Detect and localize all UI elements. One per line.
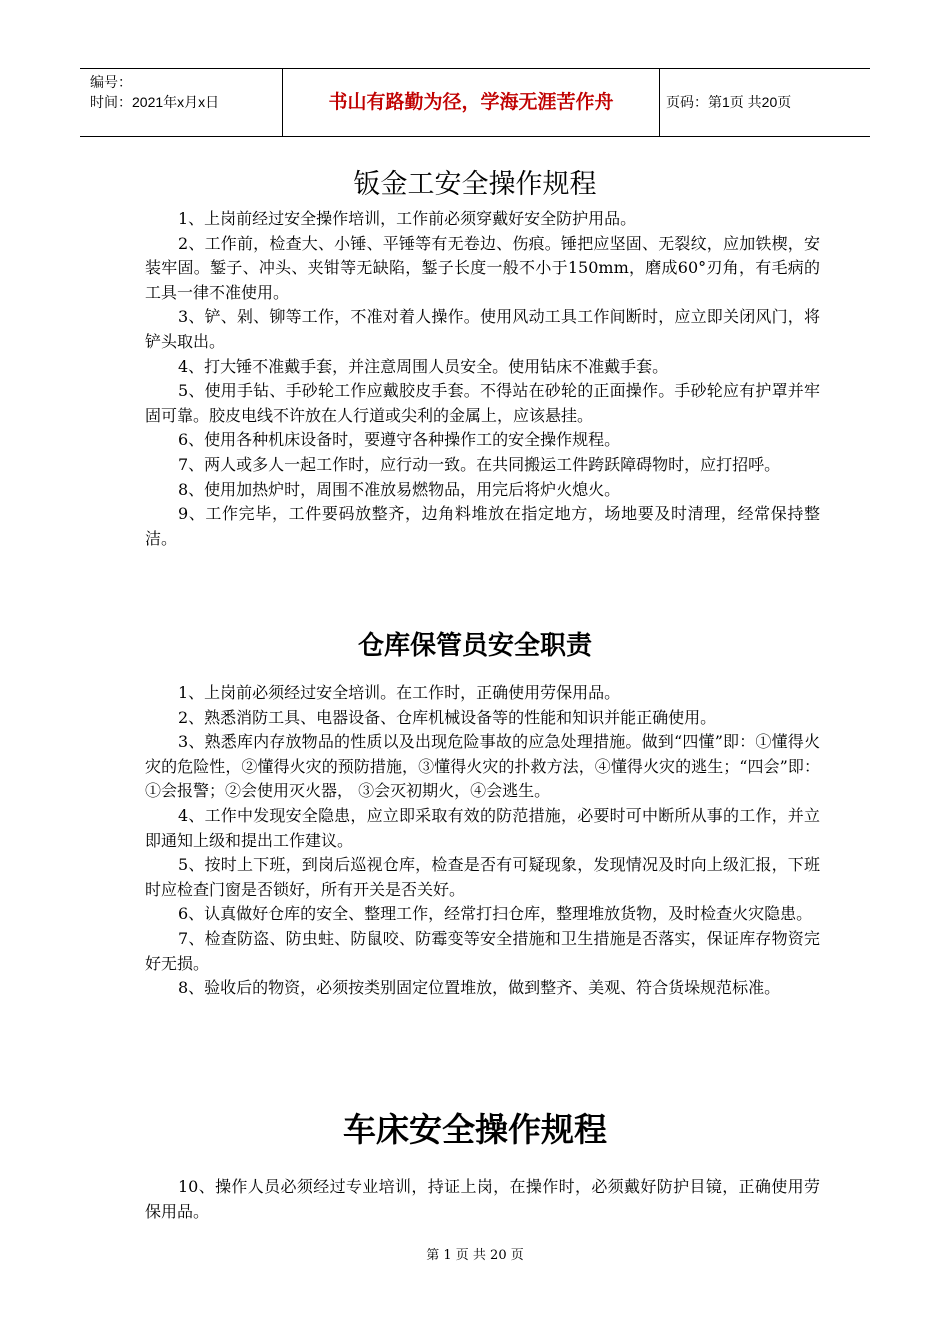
paragraph: 3、铲、剁、铆等工作，不准对着人操作。使用风动工具工作间断时，应立即关闭风门，将铲头取出。 <box>145 307 820 351</box>
paragraph: 4、打大锤不准戴手套，并注意周围人员安全。使用钻床不准戴手套。 <box>178 356 669 376</box>
paragraph: 7、检查防盗、防虫蛀、防鼠咬、防霉变等安全措施和卫生措施是否落实，保证库存物资完好无损。 <box>145 928 820 973</box>
section-body-warehouse <box>145 681 820 1001</box>
header-page-info: 页码：第1页 共20页 <box>666 94 792 110</box>
paragraph: 6、认真做好仓库的安全、整理工作，经常打扫仓库，整理堆放货物，及时检查火灾隐患。 <box>178 904 813 924</box>
page-footer: 第 1 页 共 20 页 <box>426 1248 524 1263</box>
paragraph: 5、使用手钻、手砂轮工作应戴胶皮手套。不得站在砂轮的正面操作。手砂轮应有护罩并牢固可靠。胶皮电线不许放在人行道或尖利的金属上，应该悬挂。 <box>145 381 820 425</box>
paragraph: 1、上岗前必须经过安全培训。在工作时，正确使用劳保用品。 <box>178 683 621 702</box>
document-header <box>80 68 870 137</box>
document-time-label: 时间：2021年x月x日 <box>90 94 220 110</box>
document-number-label: 编号： <box>90 74 132 90</box>
section-body-sheet-metal <box>145 207 820 551</box>
section-title-warehouse: 仓库保管员安全职责 <box>357 631 592 661</box>
section-title-lathe: 车床安全操作规程 <box>343 1110 607 1149</box>
paragraph: 3、熟悉库内存放物品的性质以及出现危险事故的应急处理措施。做到“四懂”即：①懂得火灾的危险性，②懂得火灾的预防措施，③懂得火灾的扑救方法，④懂得火灾的逃生；“四会”即：①会报警；②会使用灭火器， ③会灭初期火，④会逃生。 <box>145 732 820 801</box>
paragraph: 7、两人或多人一起工作时，应行动一致。在共同搬运工件跨跃障碍物时，应打招呼。 <box>178 454 781 474</box>
paragraph: 2、熟悉消防工具、电器设备、仓库机械设备等的性能和知识并能正确使用。 <box>178 707 717 727</box>
paragraph: 1、上岗前经过安全操作培训，工作前必须穿戴好安全防护用品。 <box>178 209 637 228</box>
header-motto: 书山有路勤为径，学海无涯苦作舟 <box>283 69 660 136</box>
paragraph: 4、工作中发现安全隐患，应立即采取有效的防范措施，必要时可中断所从事的工作，并立即通知上级和提出工作建议。 <box>145 805 820 850</box>
paragraph: 10、操作人员必须经过专业培训，持证上岗，在操作时，必须戴好防护目镜，正确使用劳保用品。 <box>145 1177 820 1221</box>
paragraph: 5、按时上下班，到岗后巡视仓库，检查是否有可疑现象，发现情况及时向上级汇报，下班时应检查门窗是否锁好，所有开关是否关好。 <box>145 855 820 899</box>
paragraph: 6、使用各种机床设备时，要遵守各种操作工的安全操作规程。 <box>178 430 621 450</box>
section-title-sheet-metal: 钣金工安全操作规程 <box>353 169 597 200</box>
paragraph: 9、工作完毕，工件要码放整齐，边角料堆放在指定地方，场地要及时清理，经常保持整洁。 <box>145 504 820 548</box>
header-meta <box>80 69 283 136</box>
paragraph: 2、工作前，检查大、小锤、平锤等有无卷边、伤痕。锤把应坚固、无裂纹，应加铁楔，安装牢固。錾子、冲头、夹钳等无缺陷，錾子长度一般不小于150mm，磨成60°刃角，有毛病的工具一律不准使用。 <box>145 233 820 302</box>
paragraph: 8、使用加热炉时，周围不准放易燃物品，用完后将炉火熄火。 <box>178 479 621 499</box>
section-body-lathe <box>145 1175 820 1224</box>
paragraph: 8、验收后的物资，必须按类别固定位置堆放，做到整齐、美观、符合货垛规范标准。 <box>178 978 781 998</box>
